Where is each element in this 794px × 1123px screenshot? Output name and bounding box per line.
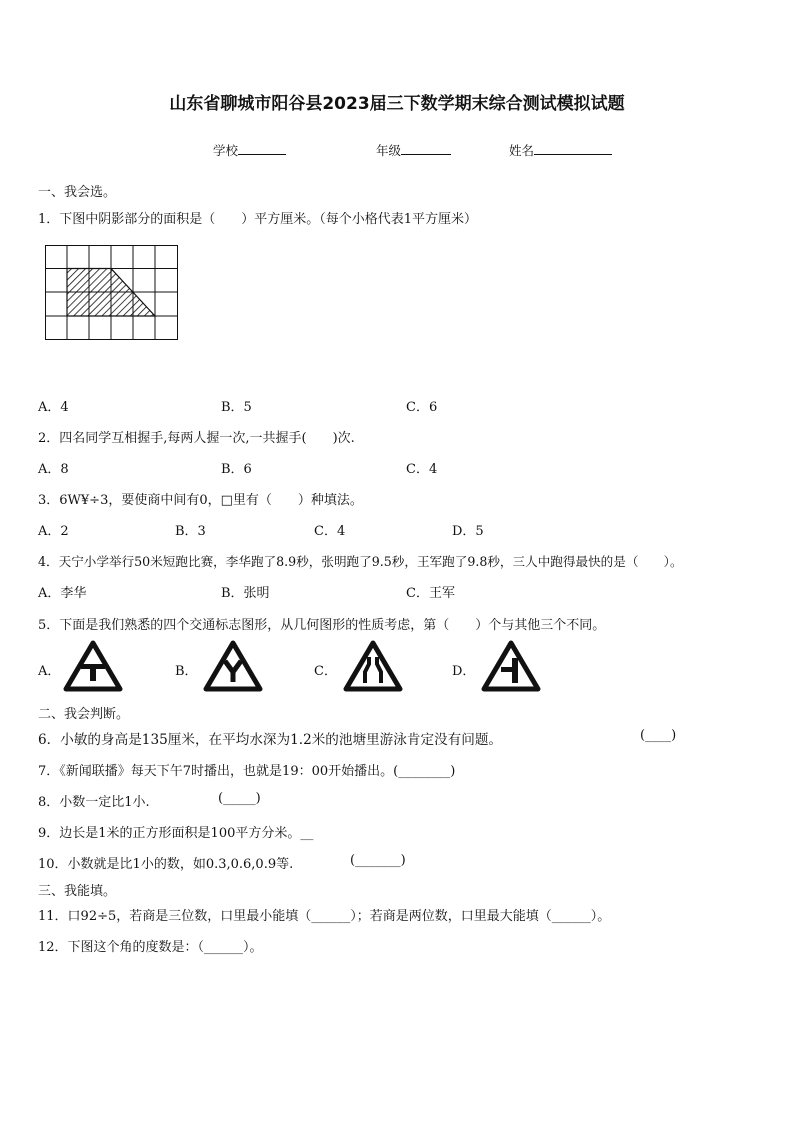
grade-field bbox=[376, 141, 451, 159]
grade-blank[interactable] bbox=[401, 141, 451, 155]
narrow-road-sign-icon bbox=[343, 640, 403, 692]
q3-option-b[interactable]: B．3 bbox=[175, 524, 206, 539]
question-1: 1．下图中阴影部分的面积是（ ）平方厘米。（每个小格代表1平方厘米） bbox=[38, 212, 478, 227]
question-6: 6．小敏的身高是135厘米，在平均水深为1.2米的池塘里游泳肯定没有问题。 bbox=[38, 732, 503, 748]
name-field bbox=[509, 141, 612, 159]
q4-option-b[interactable]: B．张明 bbox=[221, 586, 270, 601]
side-road-sign-icon bbox=[481, 640, 541, 692]
q5-option-b[interactable]: B． bbox=[175, 664, 198, 679]
page-title: 山东省聊城市阳谷县2023届三下数学期末综合测试模拟试题 bbox=[169, 94, 625, 114]
q1-option-c[interactable]: C．6 bbox=[406, 400, 438, 415]
q10-answer-blank[interactable]: (_______) bbox=[350, 853, 406, 868]
school-blank[interactable] bbox=[238, 141, 286, 155]
question-2: 2．四名同学互相握手,每两人握一次,一共握手( )次. bbox=[38, 431, 355, 446]
q5-option-a[interactable]: A． bbox=[38, 664, 61, 679]
section-heading-2: 二、我会判断。 bbox=[38, 707, 130, 722]
school-label: 学校 bbox=[213, 143, 239, 158]
q4-option-a[interactable]: A．李华 bbox=[38, 586, 87, 601]
question-7: 7．《新闻联播》每天下午7时播出，也就是19：00开始播出。(________) bbox=[38, 764, 456, 779]
q6-answer-blank[interactable]: (____) bbox=[640, 728, 677, 743]
q3-option-d[interactable]: D．5 bbox=[452, 524, 484, 539]
q1-option-a[interactable]: A．4 bbox=[38, 400, 69, 415]
question-12: 12．下图这个角的度数是：（______）。 bbox=[38, 940, 263, 955]
grade-label: 年级 bbox=[376, 143, 402, 158]
grid-lines bbox=[45, 245, 178, 340]
name-label: 姓名 bbox=[509, 143, 535, 158]
question-8: 8．小数一定比1小. bbox=[38, 795, 150, 810]
section-heading-1: 一、我会选。 bbox=[38, 185, 117, 200]
question-4: 4．天宁小学举行50米短跑比赛，李华跑了8.9秒，张明跑了9.5秒，王军跑了9.8秒，三人中跑得最快的是（ ）。 bbox=[38, 554, 683, 569]
q4-option-c[interactable]: C．王军 bbox=[406, 586, 455, 601]
q2-option-c[interactable]: C．4 bbox=[406, 462, 438, 477]
t-junction-sign-icon bbox=[63, 640, 123, 692]
y-junction-sign-icon bbox=[203, 640, 263, 692]
question-10: 10．小数就是比1小的数，如0.3,0.6,0.9等. bbox=[38, 857, 294, 872]
question-9: 9．边长是1米的正方形面积是100平方分米。__ bbox=[38, 826, 314, 841]
q2-option-a[interactable]: A．8 bbox=[38, 462, 69, 477]
shaded-grid-figure bbox=[45, 245, 179, 342]
question-11: 11．口92÷5，若商是三位数，口里最小能填（______）；若商是两位数，口里最大能填（______）。 bbox=[38, 909, 611, 924]
name-blank[interactable] bbox=[534, 141, 612, 155]
q5-option-d[interactable]: D． bbox=[452, 664, 476, 679]
question-3: 3．6W¥÷3，要使商中间有0，□里有（ ）种填法。 bbox=[38, 493, 363, 508]
q8-answer-blank[interactable]: (_____) bbox=[218, 791, 261, 806]
q2-option-b[interactable]: B．6 bbox=[221, 462, 252, 477]
section-heading-3: 三、我能填。 bbox=[38, 884, 117, 899]
q3-option-a[interactable]: A．2 bbox=[38, 524, 69, 539]
question-5: 5．下面是我们熟悉的四个交通标志图形，从几何图形的性质考虑，第（ ）个与其他三个不同。 bbox=[38, 618, 606, 633]
q1-option-b[interactable]: B．5 bbox=[221, 400, 252, 415]
q3-option-c[interactable]: C．4 bbox=[314, 524, 346, 539]
school-field bbox=[213, 141, 286, 159]
q5-option-c[interactable]: C． bbox=[314, 664, 337, 679]
